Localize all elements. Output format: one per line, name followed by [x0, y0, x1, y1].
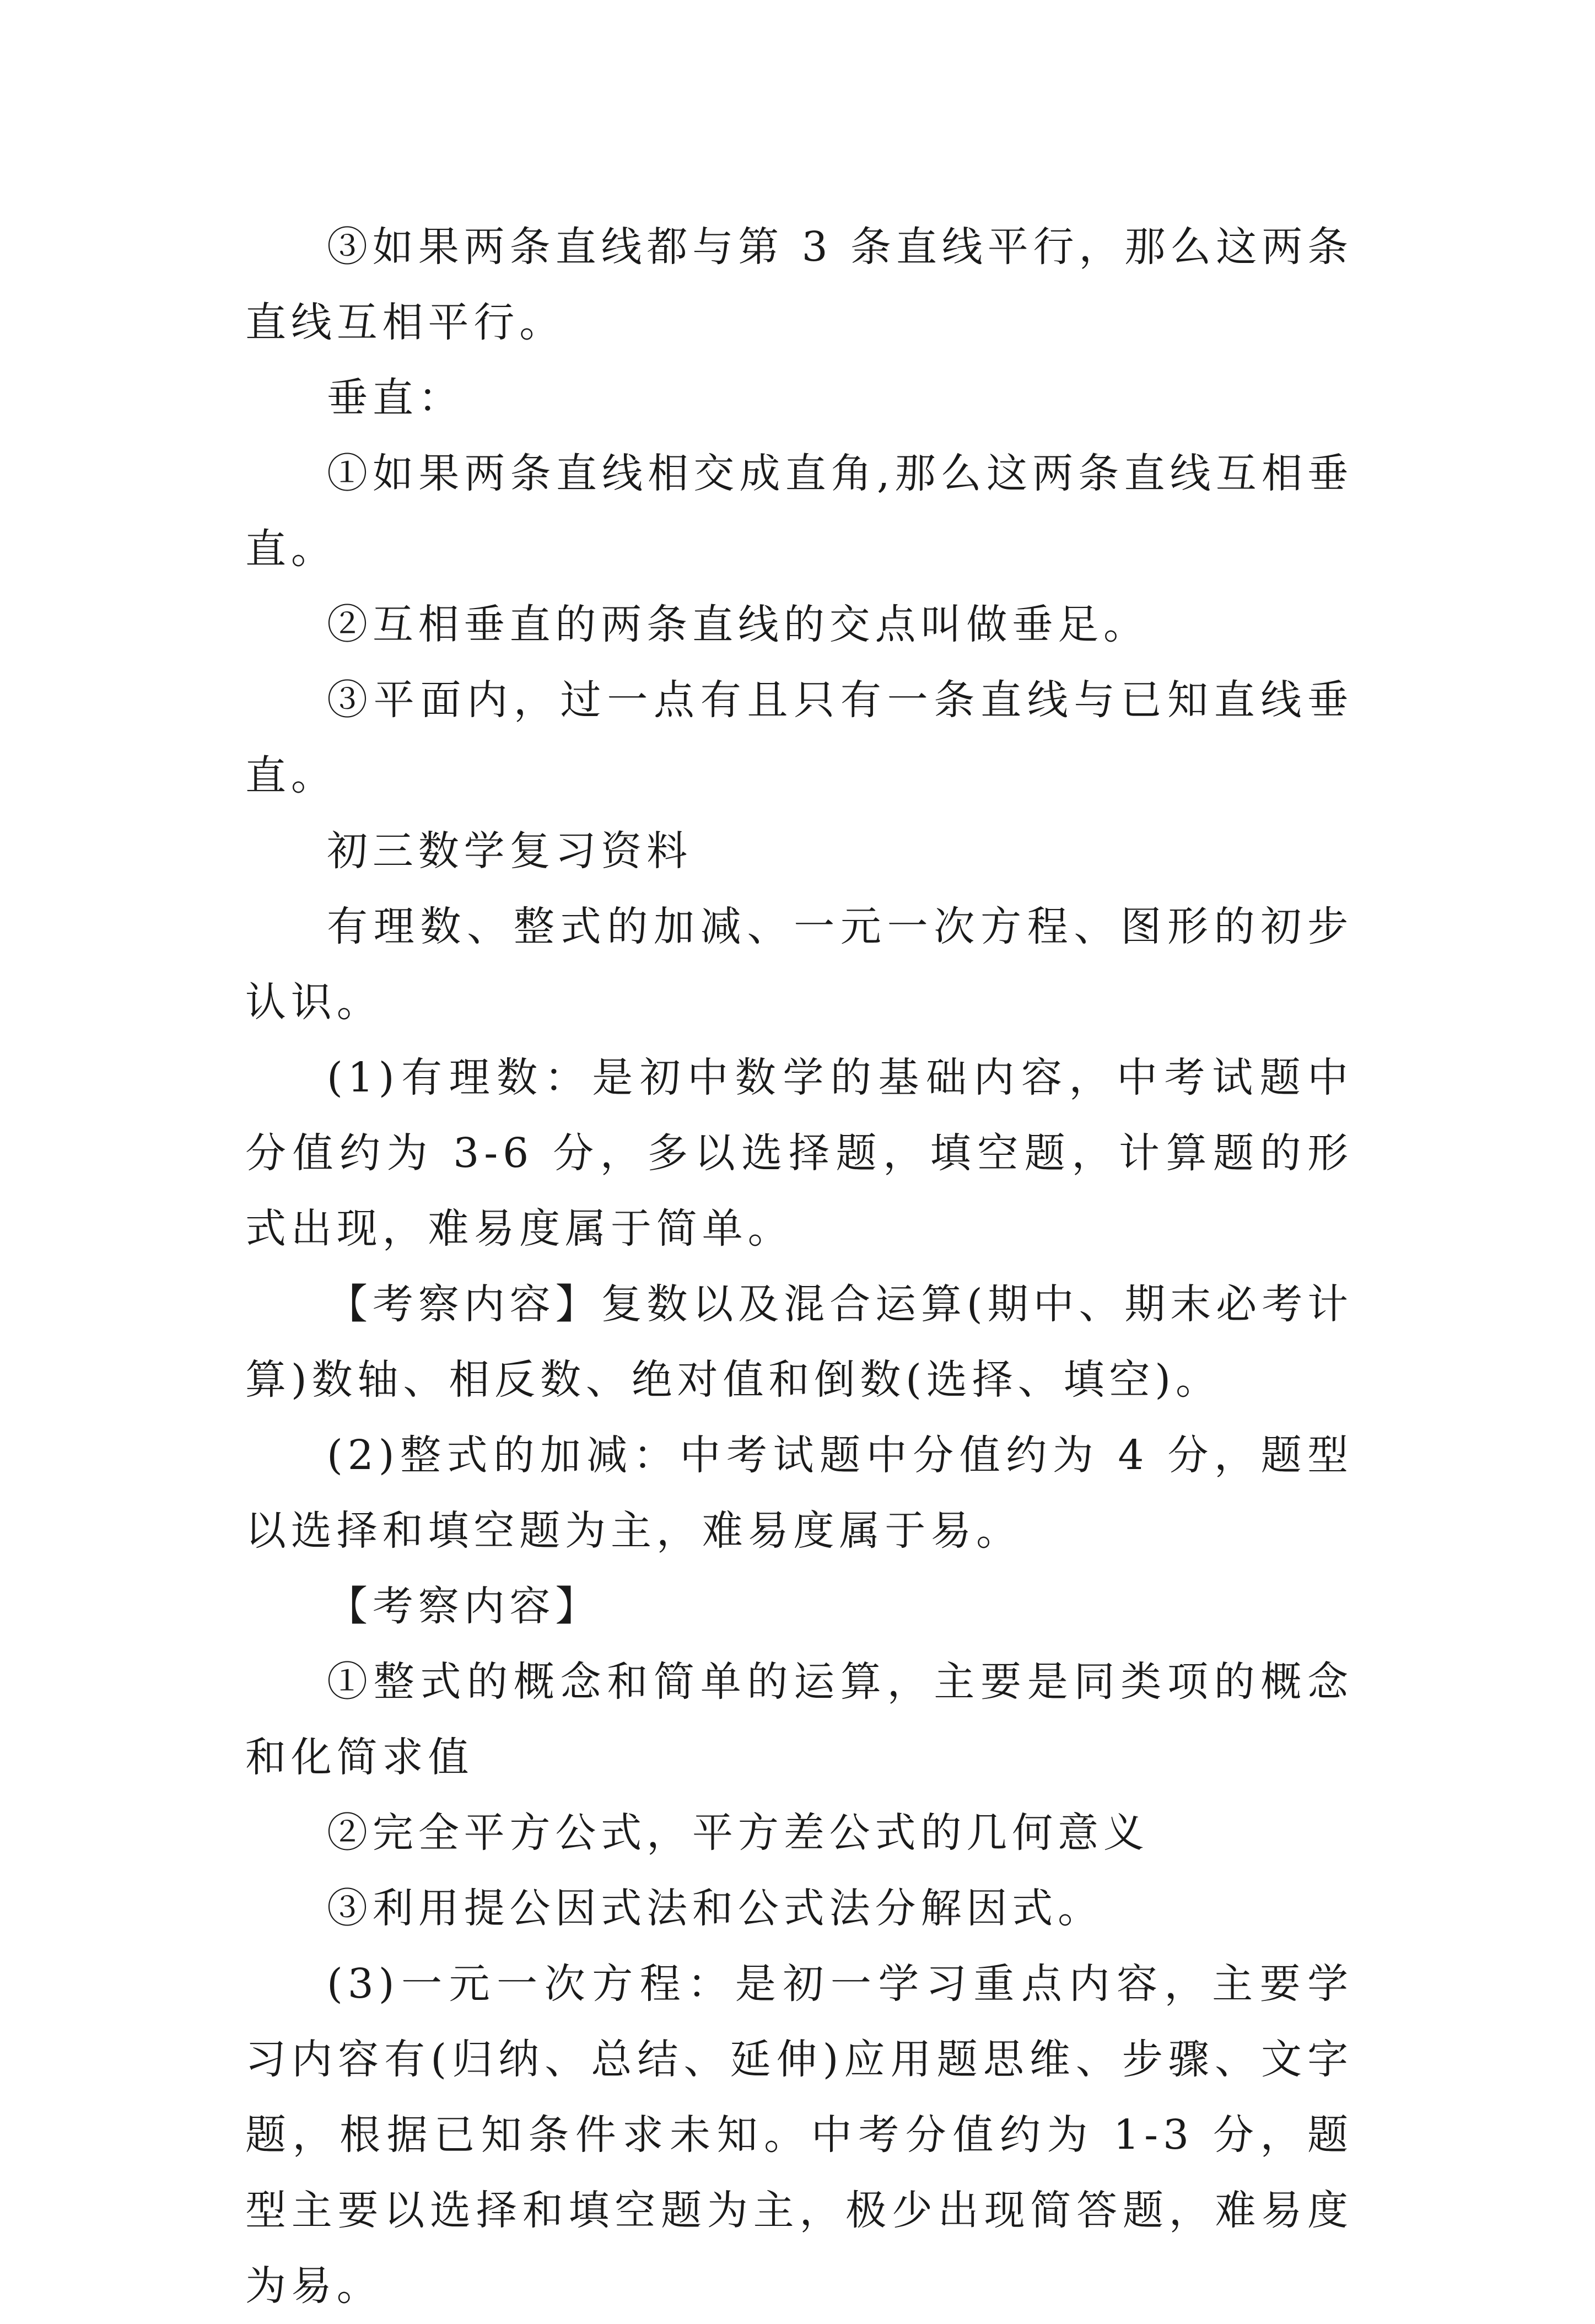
paragraph-perpendicular-rule-3: ③平面内，过一点有且只有一条直线与已知直线垂直。	[245, 676, 1353, 799]
paragraph-linear-equation: (3)一元一次方程：是初一学习重点内容，主要学习内容有(归纳、总结、延伸)应用题思维、步骤、文字题，根据已知条件求未知。中考分值约为 1-3 分，题型主要以选择和填空题为主，极少出现简答题，难易度为易。	[245, 1960, 1353, 2310]
paragraph-polynomial-item-2: ②完全平方公式，平方差公式的几何意义	[327, 1809, 1149, 1857]
paragraph-perpendicular-rule-2: ②互相垂直的两条直线的交点叫做垂足。	[327, 601, 1149, 648]
heading-exam-content: 【考察内容】	[327, 1583, 601, 1630]
document-body	[245, 209, 1353, 2324]
paragraph-topics: 有理数、整式的加减、一元一次方程、图形的初步认识。	[245, 903, 1353, 1026]
section-heading-review: 初三数学复习资料	[327, 827, 693, 875]
paragraph-polynomial-item-3: ③利用提公因式法和公式法分解因式。	[327, 1885, 1103, 1932]
paragraph-polynomial-item-1: ①整式的概念和简单的运算，主要是同类项的概念和化简求值	[245, 1658, 1353, 1781]
paragraph-parallel-rule-3: ③如果两条直线都与第 3 条直线平行，那么这两条直线互相平行。	[245, 223, 1353, 346]
paragraph-rational-content: 【考察内容】复数以及混合运算(期中、期末必考计算)数轴、相反数、绝对值和倒数(选择、填空)。	[245, 1281, 1353, 1403]
heading-perpendicular: 垂直：	[327, 374, 464, 422]
paragraph-rational-numbers: (1)有理数：是初中数学的基础内容，中考试题中分值约为 3-6 分，多以选择题，填空题，计算题的形式出现，难易度属于简单。	[245, 1054, 1353, 1252]
paragraph-perpendicular-rule-1: ①如果两条直线相交成直角,那么这两条直线互相垂直。	[245, 450, 1353, 573]
paragraph-polynomials: (2)整式的加减：中考试题中分值约为 4 分，题型以选择和填空题为主，难易度属于易。	[245, 1432, 1353, 1554]
